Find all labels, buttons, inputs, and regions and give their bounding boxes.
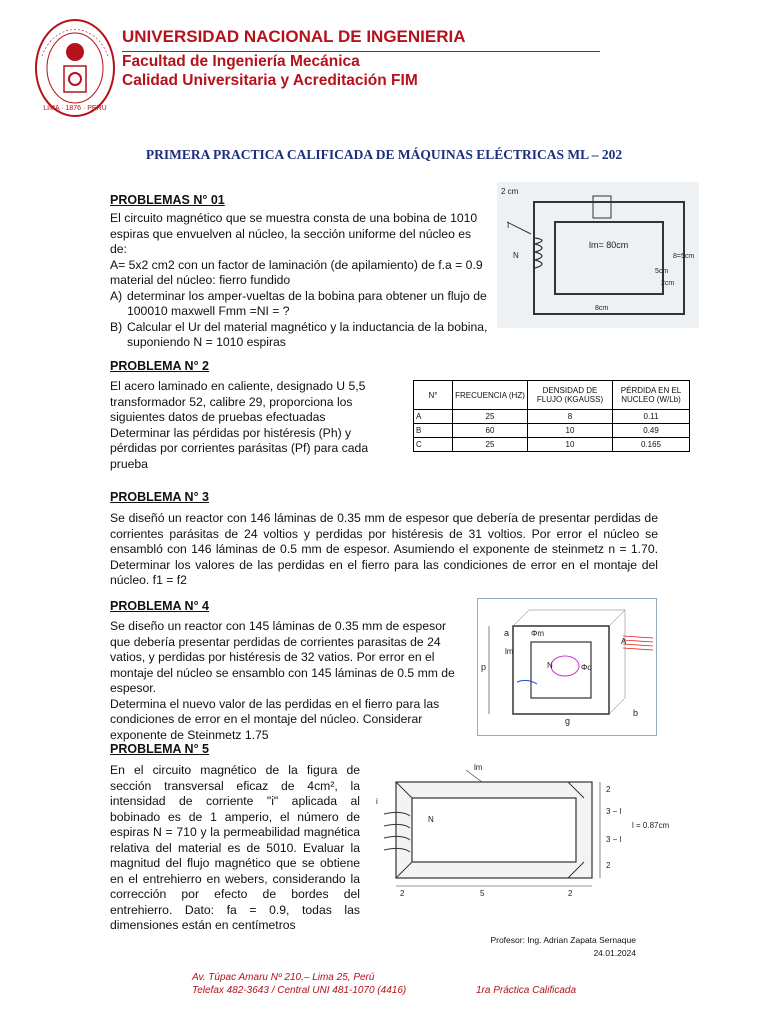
university-seal bbox=[34, 16, 116, 120]
table-cell: 10 bbox=[528, 424, 613, 438]
fig1-label-3: N bbox=[513, 251, 519, 260]
table-header-cell: DENSIDAD DE FLUJO (KGAUSS) bbox=[528, 381, 613, 410]
professor-block bbox=[490, 934, 636, 960]
table-cell: C bbox=[414, 438, 453, 452]
page-title: PRIMERA PRACTICA CALIFICADA DE MÁQUINAS ELÉCTRICAS ML – 202 bbox=[145, 147, 623, 162]
problem-4-text bbox=[110, 619, 468, 743]
problem-2-heading: PROBLEMA N° 2 bbox=[110, 359, 209, 373]
fig4-label-lm: lm bbox=[505, 647, 514, 656]
svg-text:LIMA · 1876 · PERU: LIMA · 1876 · PERU bbox=[43, 105, 107, 112]
item-a-label: A) bbox=[110, 288, 123, 303]
fig4-label-big-a: A bbox=[621, 637, 627, 646]
problem-5-heading: PROBLEMA N° 5 bbox=[110, 742, 209, 756]
fig5-label-n: N bbox=[428, 815, 434, 824]
fig5-label-d2: 2 bbox=[606, 861, 611, 870]
problem-4-heading: PROBLEMA N° 4 bbox=[110, 599, 209, 613]
table-row bbox=[414, 410, 690, 424]
university-name: UNIVERSIDAD NACIONAL DE INGENIERIA bbox=[122, 27, 466, 46]
problem-1-figure bbox=[497, 182, 699, 328]
problem-5-figure bbox=[370, 758, 700, 898]
fig1-label-7: 2cm bbox=[661, 280, 675, 287]
table-cell: 0.165 bbox=[613, 438, 690, 452]
loss-table bbox=[413, 380, 690, 452]
problem-1-text bbox=[110, 211, 488, 351]
fig1-label-1: 2 cm bbox=[501, 187, 519, 196]
problem-4-text-2: Determina el nuevo valor de las perdidas en el fierro para las condiciones de error en el montaje del núcleo. Considerar exponente de Steinmetz 1.75 bbox=[110, 696, 440, 742]
fig5-label-b2: 2 bbox=[400, 889, 405, 898]
table-cell: 8 bbox=[528, 410, 613, 424]
fig4-label-n: N bbox=[547, 661, 553, 670]
professor-name: Profesor: Ing. Adrian Zapata Sernaque bbox=[490, 935, 636, 945]
fig1-label-4: lm= 80cm bbox=[589, 240, 629, 250]
fig1-label-8: 8cm bbox=[595, 305, 609, 312]
problem-1-item-b bbox=[110, 320, 488, 351]
fig4-label-b: b bbox=[633, 708, 639, 718]
fig4-label-phim: Φm bbox=[531, 629, 545, 638]
fig1-label-2: I bbox=[507, 221, 510, 230]
problem-3-text: Se diseñó un reactor con 146 láminas de 0.35 mm de espesor que debería de presentar perdidas de corrientes parásitas de 24 voltios y perdidas por histéresis de 31 voltios. Por error el núcleo se ensambló con 146 láminas de 0.5 mm de espesor. Asumiendo el exponente de steinmetz n = 1.70. Determinar los valores de las perdidas en el fierro para las condiciones de error en el montaje del núcleo. f1 = f2 bbox=[110, 511, 658, 587]
table-header-cell: PÉRDIDA EN EL NUCLEO (W/Lb) bbox=[613, 381, 690, 410]
item-b-label: B) bbox=[110, 319, 123, 334]
table-cell: B bbox=[414, 424, 453, 438]
fig4-label-a: a bbox=[504, 628, 510, 638]
table-cell: 25 bbox=[453, 438, 528, 452]
fig5-label-b2b: 2 bbox=[568, 889, 573, 898]
problem-1-area: A= 5x2 cm2 con un factor de laminación (de apilamiento) de f.a = 0.9 material del núcleo: fierro fundido bbox=[110, 257, 483, 287]
table-row bbox=[414, 438, 690, 452]
fig4-label-g: g bbox=[565, 716, 571, 726]
table-header-cell: FRECUENCIA (HZ) bbox=[453, 381, 528, 410]
exam-date: 24.01.2024 bbox=[593, 948, 636, 958]
item-a-text: determinar los amper-vueltas de la bobina para obtener un flujo de 100010 maxwell Fmm =NI = ? bbox=[127, 288, 487, 318]
problem-5-text: En el circuito magnético de la figura de sección transversal eficaz de 4cm², la intensidad de corriente "i" aplicada al bobinado es de 1 amperio, el número de espiras N = 710 y la permeabilidad magnética relativa del material es de 5010. Evaluar la magnitud del flujo magnético que se obtiene en el entrehierro en webers, considerando la corrección por efecto de bordes del entrehierro. Dato: fa = 0.9, todas las dimensiones están en centímetros bbox=[110, 763, 360, 932]
fig1-label-5: 8=5cm bbox=[673, 253, 695, 260]
fig5-label-l: l = 0.87cm bbox=[632, 821, 670, 830]
fig5-label-i: i bbox=[376, 797, 378, 806]
table-row bbox=[414, 424, 690, 438]
fig5-label-d3b: 3 − l bbox=[606, 835, 622, 844]
item-b-text: Calcular el Ur del material magnético y la inductancia de la bobina, suponiendo N = 1010 espiras bbox=[127, 319, 488, 349]
header-subtitle bbox=[122, 52, 418, 90]
fig5-label-b5: 5 bbox=[480, 889, 485, 898]
table-cell: 60 bbox=[453, 424, 528, 438]
table-cell: A bbox=[414, 410, 453, 424]
table-cell: 0.11 bbox=[613, 410, 690, 424]
fig4-label-phid: Φd bbox=[581, 663, 592, 672]
footer-label: 1ra Práctica Calificada bbox=[476, 985, 577, 996]
problem-1-heading: PROBLEMAS N° 01 bbox=[110, 193, 225, 207]
problem-4-text-1: Se diseño un reactor con 145 láminas de 0.35 mm de espesor que debería presentar perdidas de corrientes parasitas de 24 vatios, y perdidas por histéresis de 32 vatios. Por error en el montaje del núcleo se ensamblo con 145 láminas de 0.5 mm de espesor. bbox=[110, 619, 455, 695]
table-cell: 0.49 bbox=[613, 424, 690, 438]
problem-2-text: El acero laminado en caliente, designado U 5,5 transformador 52, calibre 29, proporciona los siguientes datos de pruebas efectuadas Determinar las pérdidas por histéresis (Ph) y pérdidas por corrientes parásitas (Pf) para cada prueba bbox=[110, 379, 369, 471]
footer-phones: Telefax 482-3643 / Central UNI 481-1070 (4416) bbox=[192, 985, 407, 996]
footer-address: Av. Túpac Amaru Nº 210,– Lima 25, Perú bbox=[192, 972, 375, 983]
fig5-label-d3a: 3 − l bbox=[606, 807, 622, 816]
quality-name: Calidad Universitaria y Acreditación FIM bbox=[122, 72, 418, 89]
fig4-label-p: p bbox=[481, 662, 487, 672]
problem-3-heading: PROBLEMA N° 3 bbox=[110, 490, 209, 504]
problem-4-figure bbox=[477, 598, 657, 736]
table-header-row bbox=[414, 381, 690, 410]
table-cell: 25 bbox=[453, 410, 528, 424]
problem-1-item-a bbox=[110, 289, 488, 320]
fig5-label-d2a: 2 bbox=[606, 785, 611, 794]
faculty-name: Facultad de Ingeniería Mecánica bbox=[122, 53, 360, 70]
table-header-cell: N° bbox=[414, 381, 453, 410]
fig1-label-6: 5cm bbox=[655, 268, 669, 275]
problem-1-intro: El circuito magnético que se muestra consta de una bobina de 1010 espiras que envuelven al núcleo, la sección uniforme del núcleo es de: bbox=[110, 211, 478, 256]
fig5-label-lm: lm bbox=[474, 763, 483, 772]
table-cell: 10 bbox=[528, 438, 613, 452]
